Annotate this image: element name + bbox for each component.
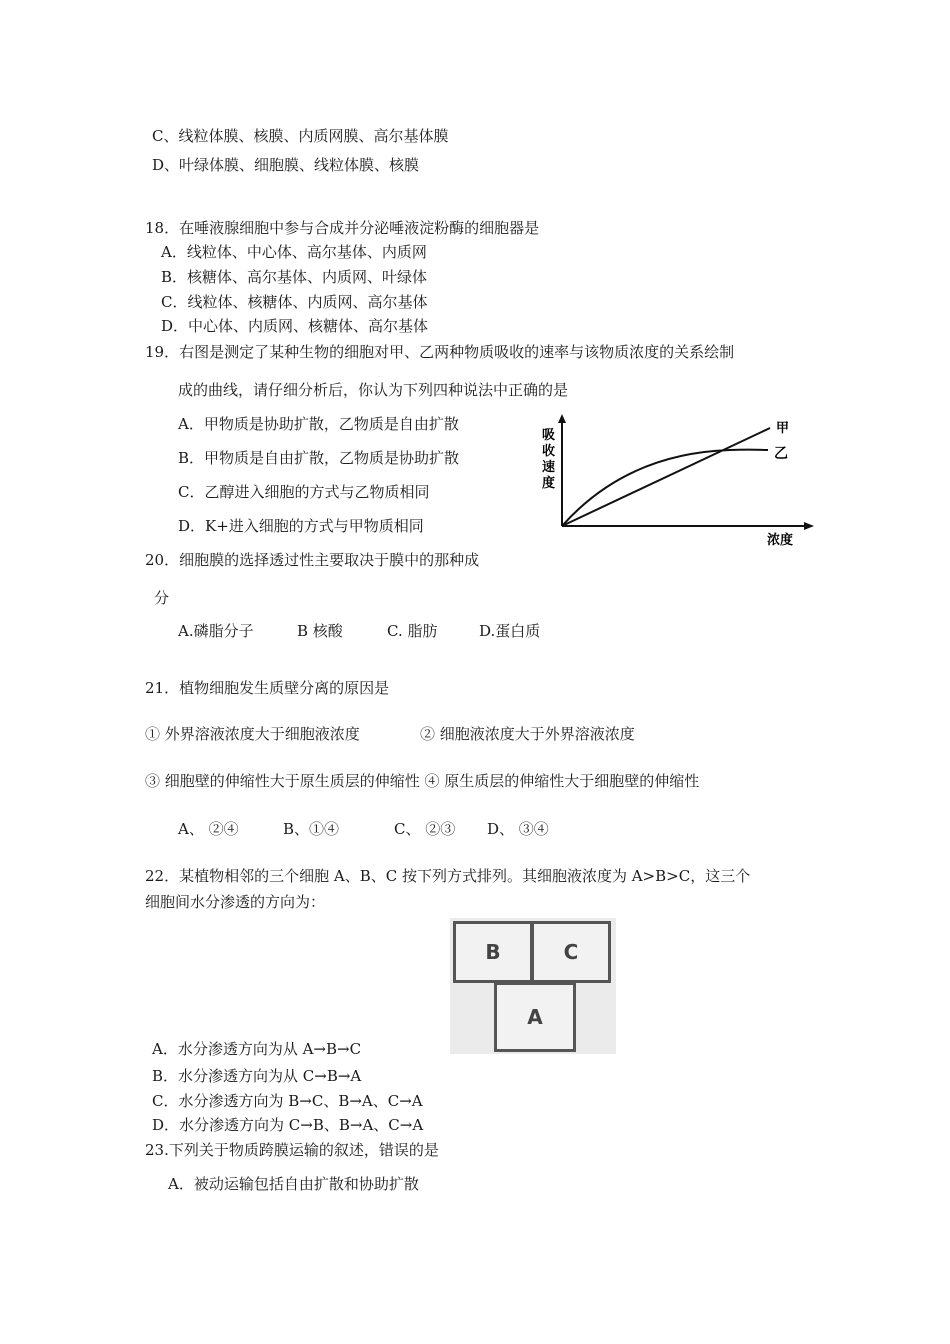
q18-option-a: A．线粒体、中心体、高尔基体、内质网	[161, 243, 427, 261]
q19-option-b: B．甲物质是自由扩散，乙物质是协助扩散	[178, 449, 460, 467]
q21-stem: 21．植物细胞发生质壁分离的原因是	[145, 679, 390, 697]
line-jia-label: 甲	[776, 421, 790, 436]
q20-option-b: B 核酸	[297, 622, 343, 640]
q22-stem-line2: 细胞间水分渗透的方向为：	[145, 893, 326, 911]
cell-b: B	[453, 921, 533, 983]
q18-option-b: B．核糖体、高尔基体、内质网、叶绿体	[161, 268, 428, 286]
q21-option-d: D、 ③④	[487, 820, 549, 838]
cell-arrangement-figure	[450, 918, 616, 1054]
line-jia	[562, 428, 770, 526]
q17-option-d: D、叶绿体膜、细胞膜、线粒体膜、核膜	[152, 156, 420, 174]
y-axis-label-char: 速	[542, 460, 556, 475]
q21-statement-1: ① 外界溶液浓度大于细胞液浓度	[145, 725, 360, 743]
q18-stem: 18．在唾液腺细胞中参与合成并分泌唾液淀粉酶的细胞器是	[145, 219, 540, 237]
q21-statements-3-4: ③ 细胞壁的伸缩性大于原生质层的伸缩性 ④ 原生质层的伸缩性大于细胞壁的伸缩性	[145, 772, 700, 790]
q18-option-c: C．线粒体、核糖体、内质网、高尔基体	[161, 293, 428, 311]
q21-option-b: B、①④	[283, 820, 340, 838]
q22-option-d: D．水分渗透方向为 C→B、B→A、C→A	[152, 1116, 424, 1134]
y-axis-label-char: 收	[542, 444, 556, 459]
curve-yi	[562, 450, 768, 526]
q20-stem-line1: 20．细胞膜的选择透过性主要取决于膜中的那种成	[145, 551, 480, 569]
q21-option-a: A、 ②④	[178, 820, 239, 838]
q21-statement-2: ② 细胞液浓度大于外界溶液浓度	[420, 725, 635, 743]
q19-option-a: A．甲物质是协助扩散，乙物质是自由扩散	[178, 415, 459, 433]
q23-option-a: A．被动运输包括自由扩散和协助扩散	[168, 1175, 419, 1193]
q22-option-c: C．水分渗透方向为 B→C、B→A、C→A	[152, 1092, 423, 1110]
q22-stem-line1: 22．某植物相邻的三个细胞 A、B、C 按下列方式排列。其细胞液浓度为 A>B>C，这三个	[145, 867, 751, 885]
q20-option-d: D.蛋白质	[479, 622, 541, 640]
q23-stem: 23.下列关于物质跨膜运输的叙述，错误的是	[145, 1141, 439, 1159]
cell-c: C	[531, 921, 611, 983]
q22-option-b: B．水分渗透方向为从 C→B→A	[152, 1067, 362, 1085]
q20-option-a: A.磷脂分子	[178, 622, 254, 640]
cell-a: A	[494, 982, 576, 1052]
q19-option-d: D．K+进入细胞的方式与甲物质相同	[178, 517, 424, 535]
q19-stem-line1: 19．右图是测定了某种生物的细胞对甲、乙两种物质吸收的速率与该物质浓度的关系绘制	[145, 343, 735, 361]
q19-stem-line2: 成的曲线，请仔细分析后，你认为下列四种说法中正确的是	[178, 381, 569, 399]
y-axis-label-char: 度	[542, 476, 556, 491]
x-axis-label: 浓度	[767, 533, 794, 548]
y-axis-label-char: 吸	[542, 428, 556, 443]
absorption-rate-graph	[530, 412, 820, 552]
q18-option-d: D．中心体、内质网、核糖体、高尔基体	[161, 317, 429, 335]
q22-option-a: A．水分渗透方向为从 A→B→C	[152, 1040, 362, 1058]
q21-option-c: C、 ②③	[394, 820, 456, 838]
q20-option-c: C. 脂肪	[387, 622, 438, 640]
curve-yi-label: 乙	[774, 446, 788, 462]
q17-option-c: C、线粒体膜、核膜、内质网膜、高尔基体膜	[152, 127, 449, 145]
y-axis-arrow	[558, 414, 566, 423]
q19-option-c: C．乙醇进入细胞的方式与乙物质相同	[178, 483, 430, 501]
q20-stem-line2: 分	[154, 589, 170, 607]
x-axis-arrow	[804, 522, 814, 530]
